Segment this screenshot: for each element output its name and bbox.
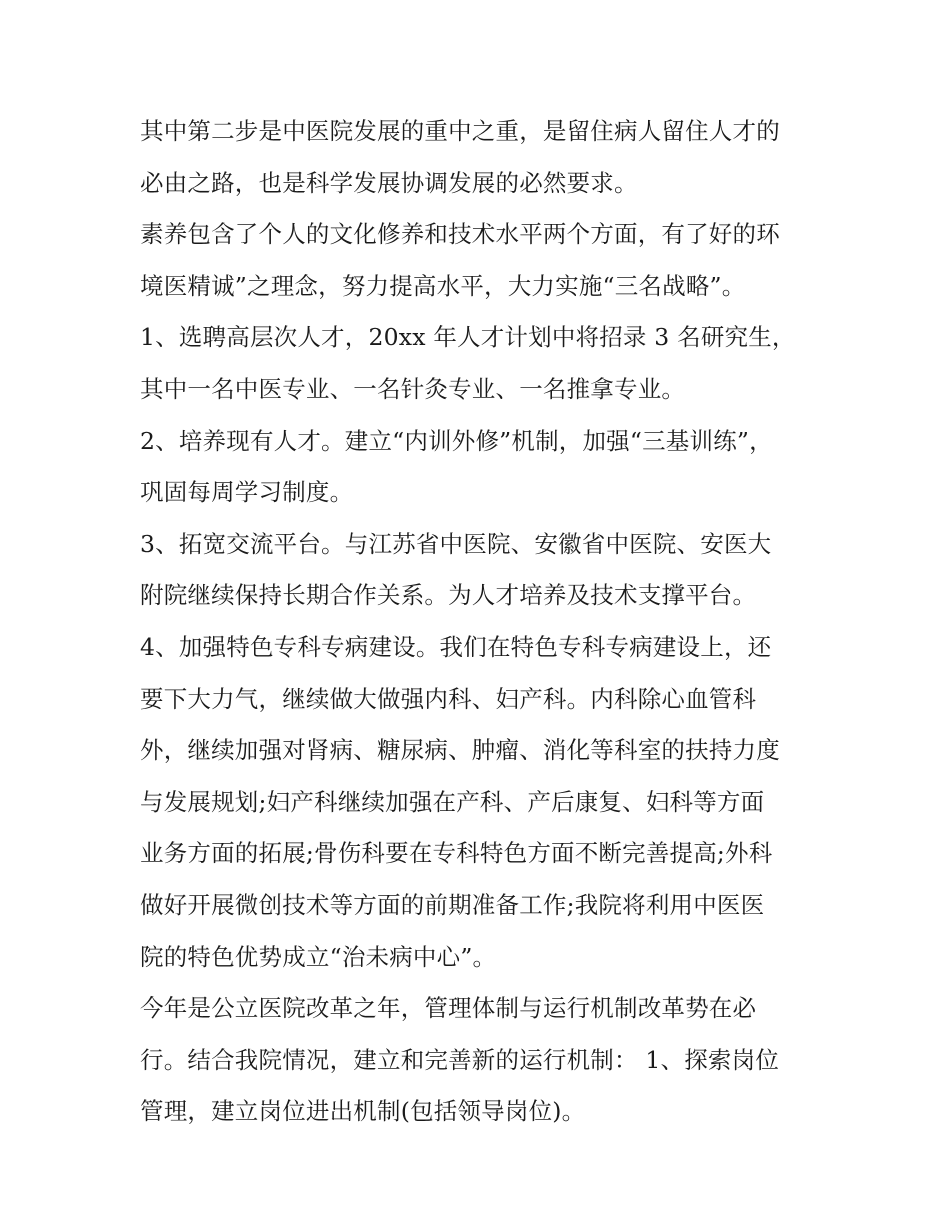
text-line: 其中一名中医专业、一名针灸专业、一名推拿专业。 (140, 374, 686, 403)
text-line: 业务方面的拓展;骨伤科要在专科特色方面不断完善提高;外科 (140, 839, 773, 868)
text-line: 院的特色优势成立“治未病中心”。 (140, 942, 497, 971)
document-body (140, 106, 820, 1138)
text-line: 素养包含了个人的文化修养和技术水平两个方面，有了好的环 (140, 220, 780, 249)
text-line: 管理，建立岗位进出机制(包括领导岗位)。 (140, 1097, 586, 1126)
text-line: 今年是公立医院改革之年，管理体制与运行机制改革势在必 (140, 994, 757, 1023)
text-line: 外，继续加强对肾病、糖尿病、肿瘤、消化等科室的扶持力度 (140, 736, 780, 765)
text-line: 要下大力气，继续做大做强内科、妇产科。内科除心血管科 (140, 684, 757, 713)
text-line: 4、加强特色专科专病建设。我们在特色专科专病建设上，还 (140, 632, 772, 661)
text-line: 行。结合我院情况，建立和完善新的运行机制： 1、探索岗位 (140, 1045, 780, 1074)
text-line: 境医精诚”之理念，努力提高水平，大力实施“三名战略”。 (140, 271, 746, 300)
text-line: 做好开展微创技术等方面的前期准备工作;我院将利用中医医 (140, 890, 765, 919)
text-line: 其中第二步是中医院发展的重中之重，是留住病人留住人才的 (140, 117, 780, 145)
text-line: 1、选聘高层次人才，20xx 年人才计划中将招录 3 名研究生， (140, 323, 796, 352)
text-line: 附院继续保持长期合作关系。为人才培养及技术支撑平台。 (140, 581, 757, 610)
text-line: 3、拓宽交流平台。与江苏省中医院、安徽省中医院、安医大 (140, 529, 772, 558)
text-line: 与发展规划;妇产科继续加强在产科、产后康复、妇科等方面 (140, 787, 765, 816)
text-line: 必由之路，也是科学发展协调发展的必然要求。 (140, 168, 638, 197)
text-line: 2、培养现有人才。建立“内训外修”机制，加强“三基训练”， (140, 426, 773, 455)
text-line: 巩固每周学习制度。 (140, 478, 354, 507)
